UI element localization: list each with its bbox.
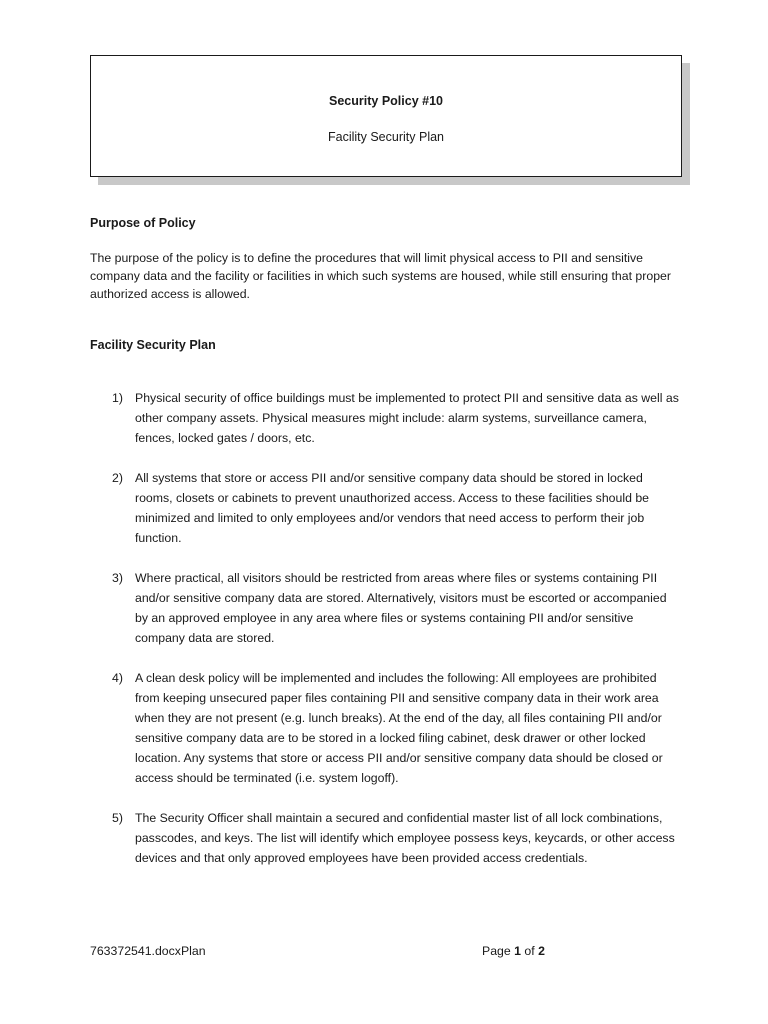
list-item-text: A clean desk policy will be implemented and includes the following: All employees are prohibited from keeping unsecured paper files containing PII and sensitive company data in their work area when they are not present (e.g. lunch breaks). At the end of the day, all files containing PII and/or sensitive company data are to be stored in a locked filing cabinet, desk drawer or other locked location. Any systems that store or access PII and/or sensitive company data should be closed or access should be terminated (i.e. system logoff). xyxy=(135,671,663,785)
list-item-text: All systems that store or access PII and/or sensitive company data should be stored in locked rooms, closets or cabinets to prevent unauthorized access. Access to these facilities should be minimized and limited to only employees and/or vendors that need access to perform their job function. xyxy=(135,471,650,545)
list-item-number: 2) xyxy=(112,471,123,485)
title-box xyxy=(90,55,682,177)
list-item-text: The Security Officer shall maintain a secured and confidential master list of all lock combinations, passcodes, and keys. The list will identify which employee possess keys, keycards, or other access devices and that only approved employees have been provided access credentials. xyxy=(135,811,675,865)
list-item-text: Physical security of office buildings must be implemented to protect PII and sensitive data as well as other company assets. Physical measures might include: alarm systems, surveillance camera, fences, locked gates / doors, etc. xyxy=(135,391,679,445)
document-subtitle: Facility Security Plan xyxy=(327,130,444,144)
list-item-number: 1) xyxy=(112,391,123,405)
page-total: 2 xyxy=(538,944,545,958)
purpose-paragraph: The purpose of the policy is to define the procedures that will limit physical access to PII and sensitive company data and the facility or facilities in which such systems are housed, while still ensuring that proper authorized access is allowed. xyxy=(90,251,671,301)
plan-heading: Facility Security Plan xyxy=(90,338,216,352)
purpose-heading: Purpose of Policy xyxy=(90,216,196,230)
document-title: Security Policy #10 xyxy=(329,94,443,108)
list-item-number: 5) xyxy=(112,811,123,825)
page-current: 1 xyxy=(514,944,521,958)
page-prefix: Page xyxy=(482,944,515,958)
footer-page-number xyxy=(482,944,545,958)
footer-filename: 763372541.docxPlan xyxy=(90,944,206,958)
page-of: of xyxy=(520,944,539,958)
list-item-text: Where practical, all visitors should be restricted from areas where files or systems containing PII and/or sensitive company data are stored. Alternatively, visitors must be escorted or accompanied by an approved employee in any area where files or systems containing PII and/or sensitive company data are stored. xyxy=(135,571,667,645)
list-item-number: 4) xyxy=(112,671,123,685)
list-item-number: 3) xyxy=(112,571,123,585)
